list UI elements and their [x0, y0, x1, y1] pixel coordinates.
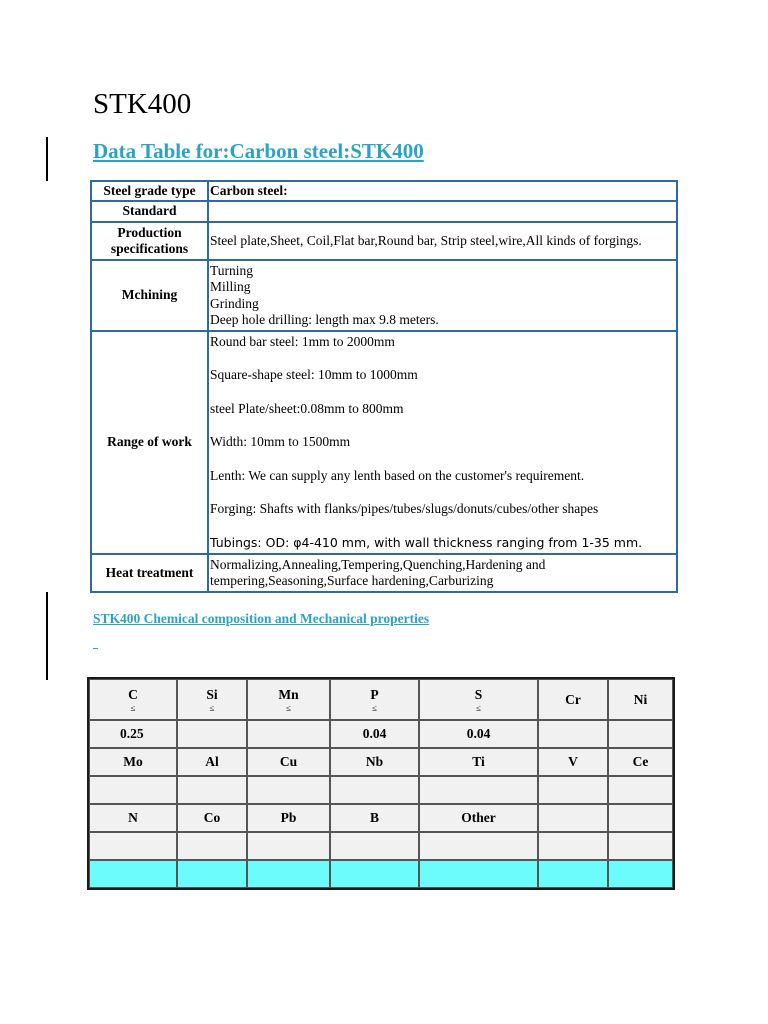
element-header-cell: Cu: [247, 748, 330, 776]
row-label: Range of work: [91, 331, 208, 554]
element-header-cell: Nb: [330, 748, 419, 776]
le-symbol: ≤: [209, 702, 215, 713]
element-header-cell: Other: [419, 804, 538, 832]
range-item: Width: 10mm to 1500mm: [210, 434, 351, 450]
table-row: [89, 804, 673, 832]
element-value-cell: [247, 776, 330, 804]
element-symbol: C: [128, 686, 138, 702]
range-item: steel Plate/sheet:0.08mm to 800mm: [210, 400, 404, 416]
table-row: [91, 260, 677, 331]
element-value-cell: [177, 720, 247, 748]
element-header-cell: [419, 679, 538, 720]
element-value-cell: 0.04: [330, 720, 419, 748]
highlight-cell: [89, 860, 177, 888]
element-value-cell: [247, 720, 330, 748]
highlight-cell: [419, 860, 538, 888]
empty-link[interactable]: [93, 648, 98, 649]
element-header-cell: [247, 679, 330, 720]
element-header-cell: [538, 804, 608, 832]
spec-table: [90, 180, 678, 593]
row-label: Steel grade type: [91, 181, 208, 201]
composition-link[interactable]: STK400 Chemical composition and Mechanical properties: [93, 611, 430, 626]
element-symbol: Si: [206, 686, 218, 702]
element-value-cell: [608, 776, 673, 804]
element-value-cell: [177, 832, 247, 860]
highlight-cell: [247, 860, 330, 888]
range-item: Round bar steel: 1mm to 2000mm: [210, 333, 395, 349]
element-symbol: Mn: [278, 686, 299, 702]
highlight-cell: [177, 860, 247, 888]
element-value-cell: [330, 776, 419, 804]
element-value-cell: 0.25: [89, 720, 177, 748]
element-value-cell: [247, 832, 330, 860]
row-value: Normalizing,Annealing,Tempering,Quenching,Hardening and tempering,Seasoning,Surface hardening,Carburizing: [208, 554, 677, 592]
row-value: [208, 331, 677, 554]
page-title: STK400: [93, 88, 192, 120]
range-item: Tubings: OD: φ4-410 mm, with wall thickness ranging from 1-35 mm.: [210, 534, 643, 550]
machining-item: Deep hole drilling: length max 9.8 meters.: [210, 312, 439, 327]
element-symbol: Ni: [633, 691, 648, 707]
element-header-cell: Co: [177, 804, 247, 832]
machining-item: Grinding: [210, 295, 259, 311]
element-symbol: P: [370, 686, 379, 702]
machining-item: Turning: [210, 262, 254, 278]
element-header-cell: N: [89, 804, 177, 832]
table-row: [91, 331, 677, 554]
range-item: Forging: Shafts with flanks/pipes/tubes/slugs/donuts/cubes/other shapes: [210, 501, 599, 517]
row-label: Standard: [91, 201, 208, 222]
element-header-cell: Pb: [247, 804, 330, 832]
table-row: [89, 860, 673, 888]
element-header-cell: [89, 679, 177, 720]
element-header-cell: [538, 679, 608, 720]
table-row: [91, 222, 677, 260]
element-header-cell: Ti: [419, 748, 538, 776]
highlight-cell: [538, 860, 608, 888]
element-symbol: Cr: [565, 691, 581, 707]
row-value: [208, 201, 677, 222]
element-symbol: S: [474, 686, 483, 702]
element-value-cell: [538, 832, 608, 860]
element-value-cell: [419, 776, 538, 804]
element-value-cell: [177, 776, 247, 804]
element-header-cell: [608, 804, 673, 832]
element-header-cell: Ce: [608, 748, 673, 776]
row-label: Mchining: [91, 260, 208, 331]
margin-mark-bottom: [46, 592, 48, 680]
element-value-cell: [419, 832, 538, 860]
element-value-cell: [330, 832, 419, 860]
table-row: [91, 554, 677, 592]
element-value-cell: [538, 776, 608, 804]
le-symbol: ≤: [130, 702, 136, 713]
element-header-cell: Al: [177, 748, 247, 776]
row-value: Carbon steel:: [208, 181, 677, 201]
range-item: Square-shape steel: 10mm to 1000mm: [210, 367, 418, 383]
data-table-heading-link[interactable]: Data Table for:Carbon steel:STK400: [93, 139, 424, 163]
table-row: [89, 748, 673, 776]
le-symbol: ≤: [372, 702, 377, 713]
table-row: [91, 181, 677, 201]
machining-item: Milling: [210, 279, 251, 294]
element-header-cell: B: [330, 804, 419, 832]
range-item: Lenth: We can supply any lenth based on the customer's requirement.: [210, 467, 585, 483]
element-header-cell: Mo: [89, 748, 177, 776]
element-header-cell: [608, 679, 673, 720]
table-row: [89, 832, 673, 860]
le-symbol: ≤: [286, 702, 291, 713]
highlight-cell: [330, 860, 419, 888]
le-symbol: ≤: [476, 702, 481, 713]
element-header-cell: [330, 679, 419, 720]
table-row: [91, 201, 677, 222]
element-value-cell: [538, 720, 608, 748]
element-header-cell: [177, 679, 247, 720]
row-label: Production specifications: [91, 222, 208, 260]
highlight-cell: [608, 860, 673, 888]
row-label: Heat treatment: [91, 554, 208, 592]
margin-mark-top: [46, 137, 48, 181]
element-value-cell: [608, 720, 673, 748]
element-value-cell: [89, 776, 177, 804]
composition-table: [87, 677, 675, 890]
table-row: [89, 720, 673, 748]
element-header-cell: V: [538, 748, 608, 776]
row-value: Steel plate,Sheet, Coil,Flat bar,Round bar, Strip steel,wire,All kinds of forgings.: [208, 222, 677, 260]
element-value-cell: [89, 832, 177, 860]
table-row: [89, 679, 673, 720]
element-value-cell: [608, 832, 673, 860]
table-row: [89, 776, 673, 804]
element-value-cell: 0.04: [419, 720, 538, 748]
row-value: [208, 260, 677, 331]
